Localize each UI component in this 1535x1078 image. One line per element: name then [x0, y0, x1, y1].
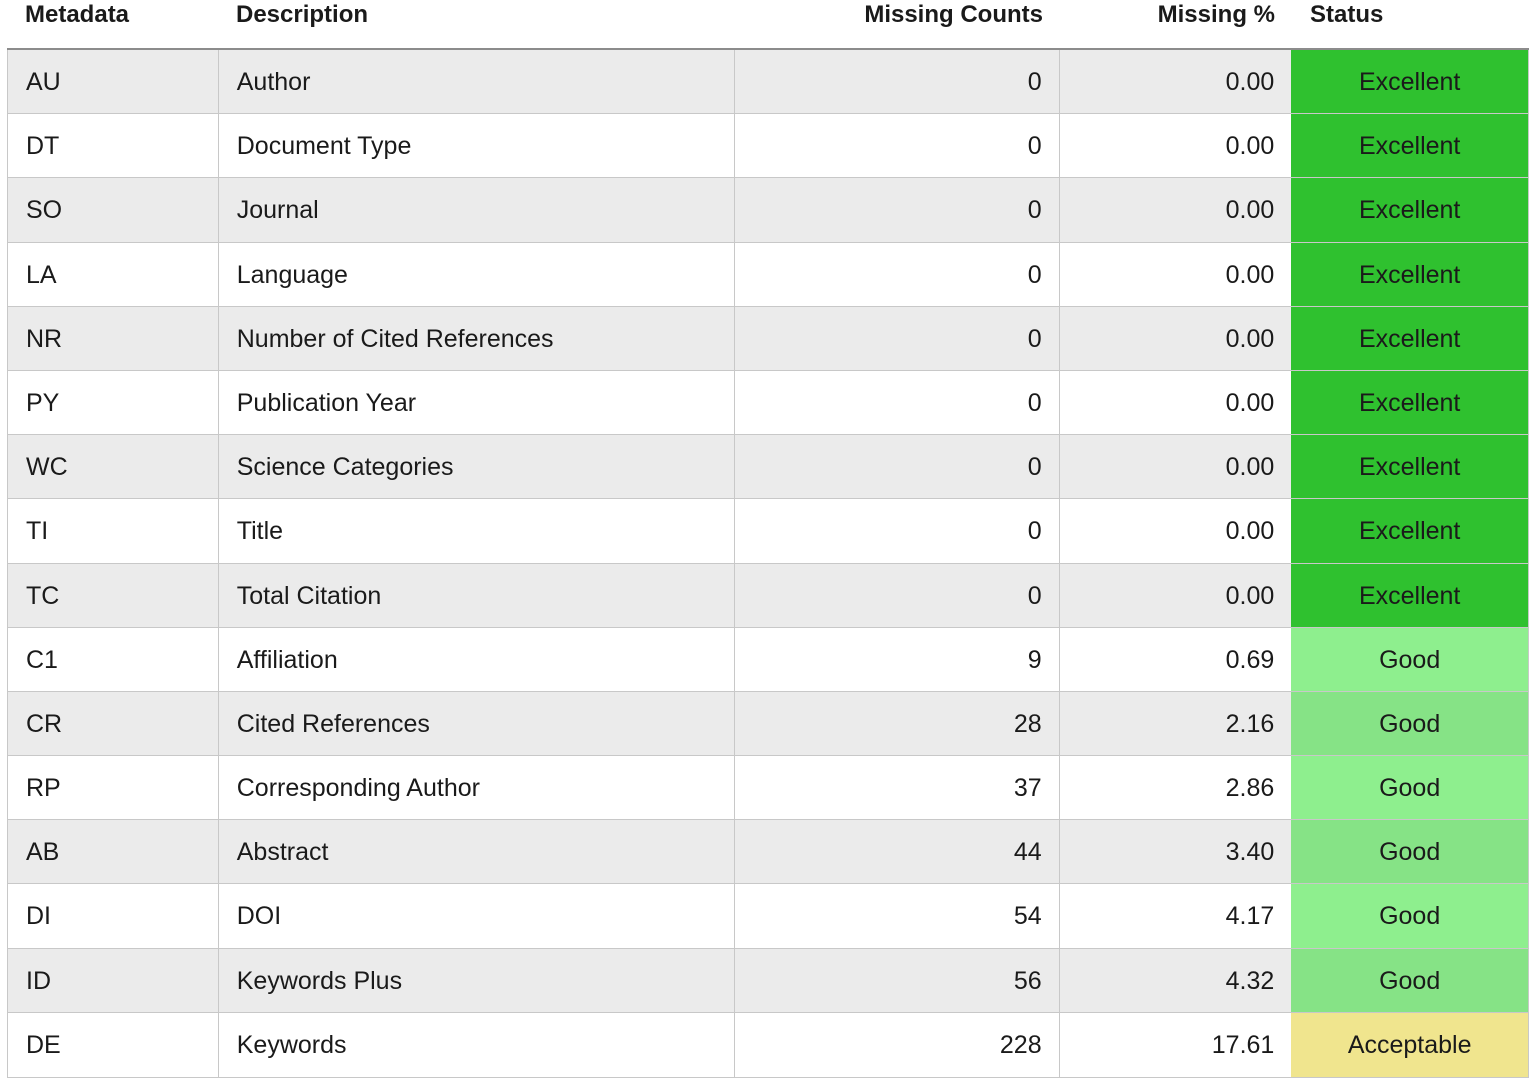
status-cell: Good: [1291, 884, 1528, 947]
description-cell: Keywords: [219, 1013, 735, 1077]
table-row: [8, 243, 1528, 307]
description-cell: Journal: [219, 178, 735, 241]
description-cell: Science Categories: [219, 435, 735, 498]
missing-pct-cell: 0.00: [1225, 196, 1275, 225]
table-row: [8, 628, 1528, 692]
status-cell: Excellent: [1291, 499, 1528, 562]
table-row: [8, 307, 1528, 371]
missing-counts-cell: 0: [735, 435, 1060, 498]
missing-counts-cell: 37: [735, 756, 1060, 819]
missing-counts-cell: 56: [735, 949, 1060, 1012]
missing-pct-cell: 2.16: [1225, 709, 1275, 738]
missing-pct-cell: 2.86: [1225, 774, 1275, 803]
status-cell: Excellent: [1291, 307, 1528, 370]
metadata-cell: DE: [8, 1013, 219, 1077]
missing-pct-cell: 0.00: [1225, 68, 1275, 96]
table-row: [8, 499, 1528, 563]
missing-pct-cell: 0.00: [1225, 517, 1275, 546]
missing-pct-cell: 0.69: [1225, 645, 1275, 674]
status-cell: Excellent: [1291, 564, 1528, 627]
missing-data-table: [7, 0, 1529, 1066]
missing-counts-cell: 0: [735, 371, 1060, 434]
status-cell: Good: [1291, 820, 1528, 883]
table-row: [8, 435, 1528, 499]
metadata-cell: LA: [8, 243, 219, 306]
metadata-cell: RP: [8, 756, 219, 819]
table-row: [8, 114, 1528, 178]
table-row: [8, 756, 1528, 820]
missing-counts-cell: 0: [735, 50, 1060, 113]
description-cell: Publication Year: [219, 371, 735, 434]
metadata-cell: C1: [8, 628, 219, 691]
missing-counts-cell: 0: [735, 499, 1060, 562]
table-row: [8, 692, 1528, 756]
metadata-cell: PY: [8, 371, 219, 434]
description-cell: Keywords Plus: [219, 949, 735, 1012]
table-row: [8, 371, 1528, 435]
table-row: [8, 178, 1528, 242]
missing-counts-cell: 9: [735, 628, 1060, 691]
metadata-cell: TI: [8, 499, 219, 562]
missing-pct-cell: 0.00: [1225, 260, 1275, 289]
missing-pct-cell: 3.40: [1225, 838, 1275, 867]
status-cell: Acceptable: [1291, 1013, 1528, 1077]
description-cell: DOI: [219, 884, 735, 947]
description-cell: Corresponding Author: [219, 756, 735, 819]
description-cell: Abstract: [219, 820, 735, 883]
description-cell: Affiliation: [219, 628, 735, 691]
metadata-cell: CR: [8, 692, 219, 755]
missing-counts-cell: 228: [735, 1013, 1060, 1077]
metadata-cell: ID: [8, 949, 219, 1012]
description-cell: Title: [219, 499, 735, 562]
missing-pct-cell: 4.17: [1225, 902, 1275, 931]
status-cell: Good: [1291, 756, 1528, 819]
table-body: [7, 50, 1529, 1078]
header-status[interactable]: Status: [1310, 1, 1384, 28]
header-missing-counts[interactable]: Missing Counts: [864, 1, 1043, 28]
metadata-cell: NR: [8, 307, 219, 370]
header-missing-pct[interactable]: Missing %: [1157, 1, 1275, 28]
metadata-cell: DT: [8, 114, 219, 177]
description-cell: Total Citation: [219, 564, 735, 627]
status-cell: Good: [1291, 692, 1528, 755]
missing-counts-cell: 0: [735, 243, 1060, 306]
table-row: [8, 884, 1528, 948]
missing-counts-cell: 44: [735, 820, 1060, 883]
status-cell: Excellent: [1291, 50, 1528, 113]
description-cell: Document Type: [219, 114, 735, 177]
metadata-cell: AB: [8, 820, 219, 883]
description-cell: Number of Cited References: [219, 307, 735, 370]
status-cell: Excellent: [1291, 243, 1528, 306]
missing-counts-cell: 0: [735, 307, 1060, 370]
missing-pct-cell: 0.00: [1225, 324, 1275, 353]
status-cell: Good: [1291, 949, 1528, 1012]
missing-pct-cell: 17.61: [1211, 1030, 1275, 1059]
metadata-cell: TC: [8, 564, 219, 627]
table-row: [8, 949, 1528, 1013]
metadata-cell: DI: [8, 884, 219, 947]
metadata-cell: SO: [8, 178, 219, 241]
metadata-cell: WC: [8, 435, 219, 498]
status-cell: Excellent: [1291, 114, 1528, 177]
missing-counts-cell: 0: [735, 178, 1060, 241]
missing-pct-cell: 0.00: [1225, 453, 1275, 482]
status-cell: Excellent: [1291, 371, 1528, 434]
header-metadata[interactable]: Metadata: [25, 1, 130, 28]
table-row: [8, 50, 1528, 114]
status-cell: Good: [1291, 628, 1528, 691]
metadata-cell: AU: [8, 50, 219, 113]
status-cell: Excellent: [1291, 178, 1528, 241]
table-row: [8, 564, 1528, 628]
header-description[interactable]: Description: [236, 1, 369, 28]
missing-pct-cell: 4.32: [1225, 966, 1275, 995]
description-cell: Author: [219, 50, 735, 113]
description-cell: Cited References: [219, 692, 735, 755]
description-cell: Language: [219, 243, 735, 306]
missing-counts-cell: 54: [735, 884, 1060, 947]
table-header: [7, 0, 1529, 50]
table-row: [8, 820, 1528, 884]
table-row: [8, 1013, 1528, 1077]
missing-pct-cell: 0.00: [1225, 388, 1275, 417]
missing-counts-cell: 0: [735, 564, 1060, 627]
missing-counts-cell: 0: [735, 114, 1060, 177]
missing-pct-cell: 0.00: [1225, 581, 1275, 610]
missing-counts-cell: 28: [735, 692, 1060, 755]
missing-pct-cell: 0.00: [1225, 132, 1275, 161]
status-cell: Excellent: [1291, 435, 1528, 498]
